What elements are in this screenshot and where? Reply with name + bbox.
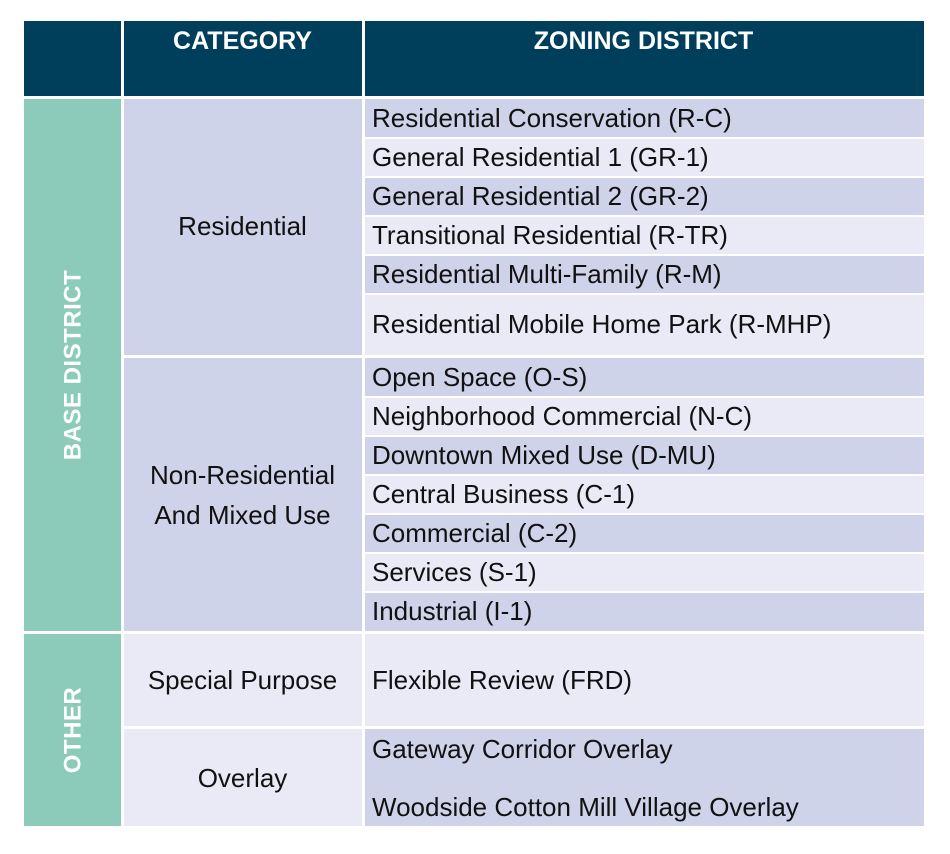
row-divider [122, 355, 924, 358]
row-divider [363, 396, 924, 398]
row-divider [122, 726, 924, 729]
district-row: Industrial (I-1) [363, 592, 924, 631]
row-divider [24, 96, 924, 99]
group-label-text: BASE DISTRICT [59, 269, 87, 461]
column-divider [121, 21, 124, 826]
row-divider [363, 435, 924, 437]
category-special-purpose: Special Purpose [122, 634, 363, 726]
district-row: Flexible Review (FRD) [363, 634, 924, 726]
row-divider [363, 552, 924, 554]
group-label-base-district [24, 99, 122, 631]
header-zoning-district: ZONING DISTRICT [363, 21, 924, 96]
header-category: CATEGORY [122, 21, 363, 96]
district-row: Services (S-1) [363, 553, 924, 592]
category-residential: Residential [122, 99, 363, 355]
district-row: Residential Mobile Home Park (R-MHP) [363, 294, 924, 355]
category-line: Non-Residential [150, 459, 335, 490]
district-row: Commercial (C-2) [363, 514, 924, 553]
district-row-overlay [363, 729, 924, 826]
district-row: Transitional Residential (R-TR) [363, 216, 924, 255]
row-divider [363, 176, 924, 178]
district-line: Woodside Cotton Mill Village Overlay [372, 791, 799, 822]
district-row: Residential Multi-Family (R-M) [363, 255, 924, 294]
row-divider [24, 631, 924, 634]
group-label-other [24, 634, 122, 826]
zoning-table [24, 21, 924, 826]
district-line: Gateway Corridor Overlay [372, 733, 673, 764]
row-divider [363, 513, 924, 515]
category-overlay: Overlay [122, 729, 363, 826]
row-divider [363, 137, 924, 139]
district-row: Downtown Mixed Use (D-MU) [363, 436, 924, 475]
district-row: Residential Conservation (R-C) [363, 99, 924, 138]
row-divider [363, 591, 924, 593]
column-divider [362, 21, 365, 826]
district-row: General Residential 1 (GR-1) [363, 138, 924, 177]
header-corner [24, 21, 122, 96]
district-row: Neighborhood Commercial (N-C) [363, 397, 924, 436]
row-divider [363, 215, 924, 217]
row-divider [363, 254, 924, 256]
row-divider [363, 293, 924, 295]
group-label-text: OTHER [59, 686, 86, 774]
district-row: Open Space (O-S) [363, 358, 924, 397]
row-divider [363, 474, 924, 476]
category-line: And Mixed Use [154, 499, 331, 530]
category-non-residential [122, 358, 363, 631]
district-row: General Residential 2 (GR-2) [363, 177, 924, 216]
district-row: Central Business (C-1) [363, 475, 924, 514]
